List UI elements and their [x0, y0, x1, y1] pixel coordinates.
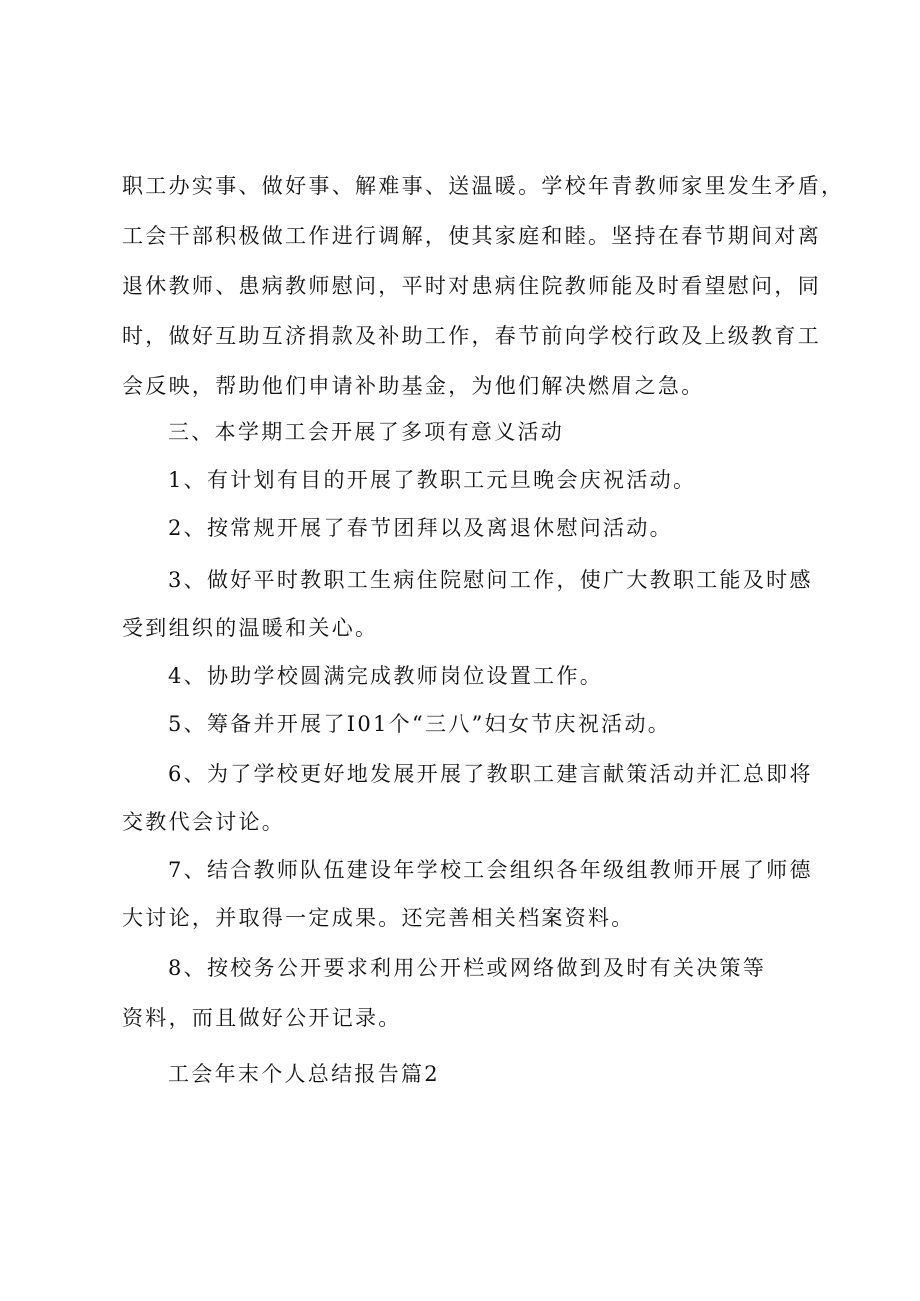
list-item: 3、做好平时教职工生病住院慰问工作，使广大教职工能及时感 [168, 568, 813, 592]
list-item: 4、协助学校圆满完成教师岗位设置工作。 [168, 664, 604, 688]
list-item-continuation: 大讨论，并取得一定成果。还完善相关档案资料。 [122, 906, 635, 930]
next-section-title: 工会年末个人总结报告篇2 [168, 1062, 440, 1086]
list-item: 2、按常规开展了春节团拜以及离退休慰问活动。 [168, 516, 673, 540]
list-item-continuation: 交教代会讨论。 [122, 810, 286, 834]
list-item: 5、筹备并开展了I01个“三八”妇女节庆祝活动。 [168, 712, 672, 736]
body-paragraph-line: 会反映，帮助他们申请补助基金，为他们解决燃眉之急。 [122, 374, 705, 398]
body-paragraph-line: 工会干部积极做工作进行调解，使其家庭和睦。坚持在春节期间对离 [122, 224, 821, 248]
list-item: 7、结合教师队伍建设年学校工会组织各年级组教师开展了师德 [168, 858, 813, 882]
list-item: 6、为了学校更好地发展开展了教职工建言献策活动并汇总即将 [168, 762, 813, 786]
list-item: 1、有计划有目的开展了教职工元旦晚会庆祝活动。 [168, 468, 697, 492]
list-item-continuation: 资料，而且做好公开记录。 [122, 1006, 402, 1030]
list-item: 8、按校务公开要求利用公开栏或网络做到及时有关决策等 [168, 956, 767, 980]
body-paragraph-line: 职工办实事、做好事、解难事、送温暖。学校年青教师家里发生矛盾， [122, 174, 845, 198]
list-item-continuation: 受到组织的温暖和关心。 [122, 616, 379, 640]
body-paragraph-line: 退休教师、患病教师慰问，平时对患病住院教师能及时看望慰问，同 [122, 274, 821, 298]
section-heading: 三、本学期工会开展了多项有意义活动 [168, 420, 565, 444]
body-paragraph-line: 时，做好互助互济捐款及补助工作，春节前向学校行政及上级教育工 [122, 324, 821, 348]
